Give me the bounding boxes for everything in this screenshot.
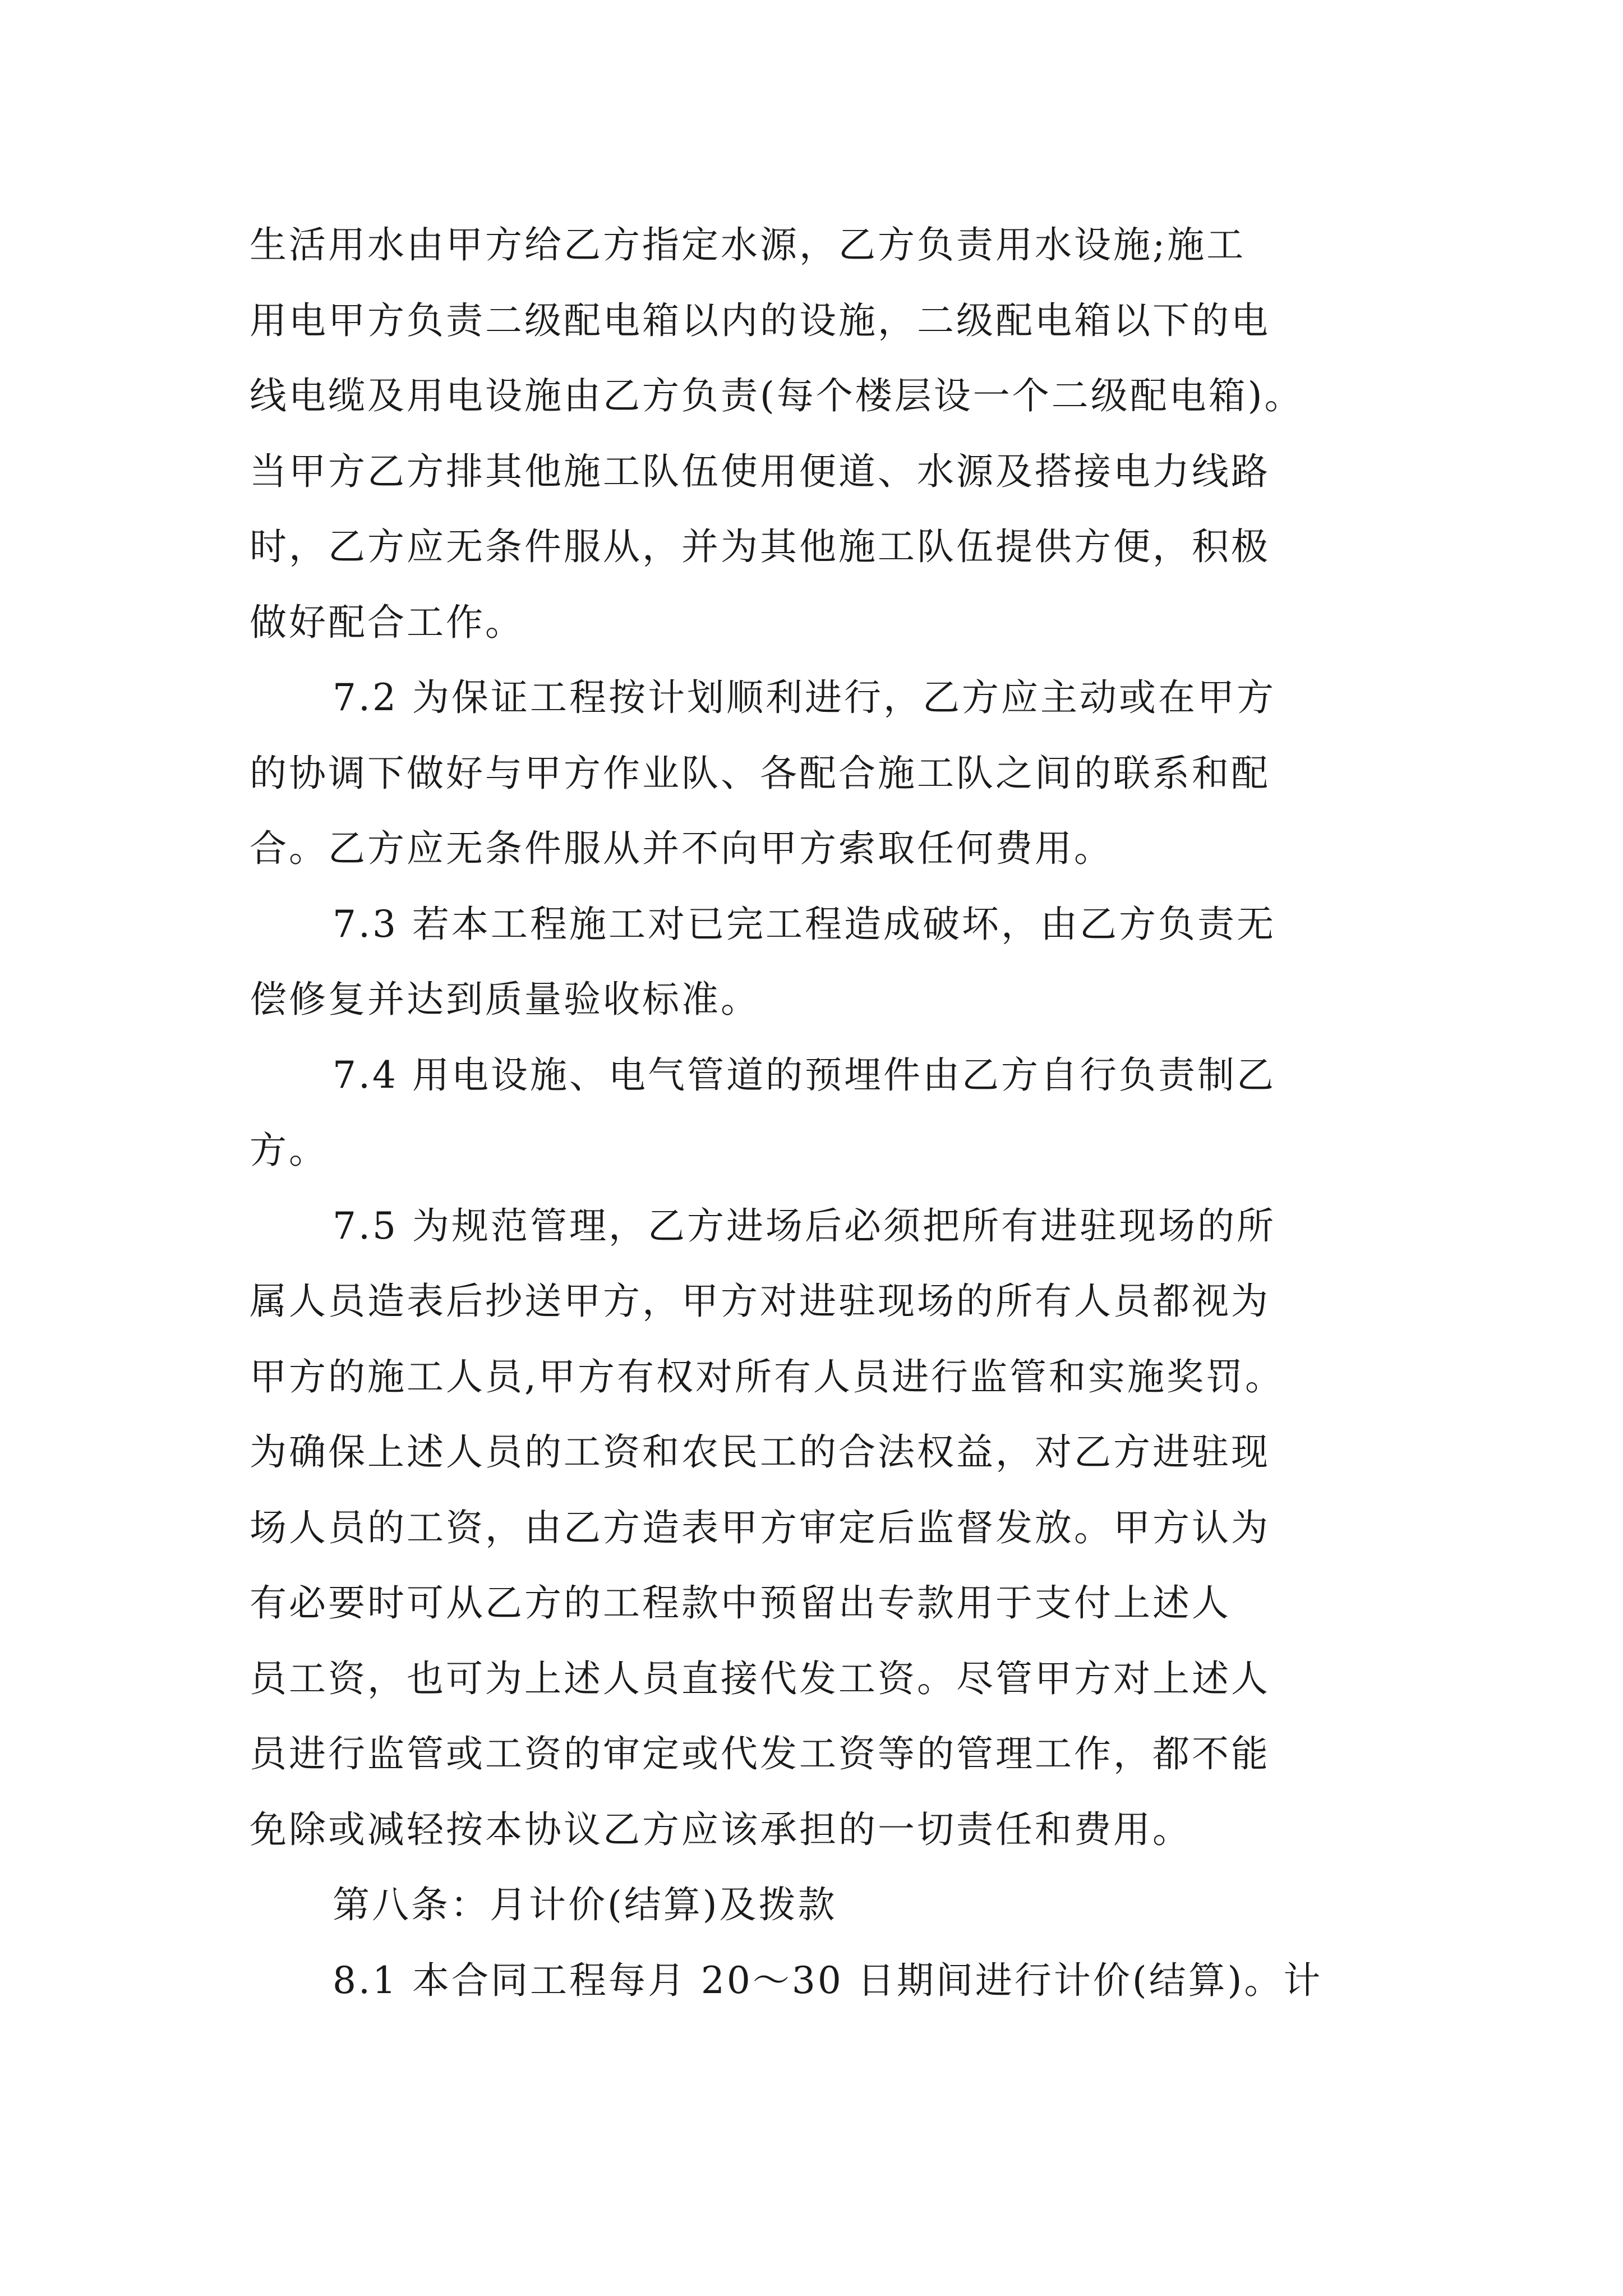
paragraph-clause-7-3 (250, 887, 1438, 1038)
document-body (250, 208, 1438, 2018)
text-line: 合。乙方应无条件服从并不向甲方索取任何费用。 (250, 827, 1113, 870)
section-heading-article-8 (250, 1867, 1438, 1943)
text-line: 方。 (250, 1129, 328, 1172)
text-line: 员工资，也可为上述人员直接代发工资。尽管甲方对上述人 (250, 1657, 1270, 1700)
text-line: 员进行监管或工资的审定或代发工资等的管理工作，都不能 (250, 1732, 1270, 1775)
text-line: 甲方的施工人员,甲方有权对所有人员进行监管和实施奖罚。 (250, 1355, 1284, 1398)
text-line: 8.1 本合同工程每月 20～30 日期间进行计价(结算)。计 (333, 1958, 1323, 2002)
text-line: 做好配合工作。 (250, 600, 524, 644)
text-line: 生活用水由甲方给乙方指定水源，乙方负责用水设施;施工 (250, 223, 1246, 266)
text-line: 的协调下做好与甲方作业队、各配合施工队之间的联系和配 (250, 751, 1270, 795)
paragraph-clause-7-5 (250, 1189, 1438, 1868)
text-line: 第八条：月计价(结算)及拨款 (333, 1883, 837, 1926)
text-line: 7.4 用电设施、电气管道的预埋件由乙方自行负责制乙 (333, 1053, 1276, 1097)
text-line: 场人员的工资，由乙方造表甲方审定后监督发放。甲方认为 (250, 1506, 1270, 1549)
text-line: 免除或减轻按本协议乙方应该承担的一切责任和费用。 (250, 1807, 1192, 1851)
paragraph-site-utilities (250, 208, 1438, 660)
text-line: 有必要时可从乙方的工程款中预留出专款用于支付上述人 (250, 1581, 1231, 1625)
text-line: 7.2 为保证工程按计划顺利进行，乙方应主动或在甲方 (333, 676, 1276, 719)
text-line: 当甲方乙方排其他施工队伍使用便道、水源及搭接电力线路 (250, 449, 1270, 493)
text-line: 属人员造表后抄送甲方，甲方对进驻现场的所有人员都视为 (250, 1280, 1270, 1323)
text-line: 偿修复并达到质量验收标准。 (250, 978, 760, 1021)
text-line: 7.3 若本工程施工对已完工程造成破坏，由乙方负责无 (333, 902, 1276, 946)
text-line: 线电缆及用电设施由乙方负责(每个楼层设一个二级配电箱)。 (250, 374, 1304, 417)
paragraph-clause-8-1 (250, 1943, 1438, 2019)
paragraph-clause-7-4 (250, 1038, 1438, 1189)
text-line: 用电甲方负责二级配电箱以内的设施，二级配电箱以下的电 (250, 298, 1270, 342)
paragraph-clause-7-2 (250, 660, 1438, 887)
text-line: 7.5 为规范管理，乙方进场后必须把所有进驻现场的所 (333, 1204, 1276, 1248)
text-line: 为确保上述人员的工资和农民工的合法权益，对乙方进驻现 (250, 1430, 1270, 1474)
text-line: 时，乙方应无条件服从，并为其他施工队伍提供方便，积极 (250, 525, 1270, 568)
